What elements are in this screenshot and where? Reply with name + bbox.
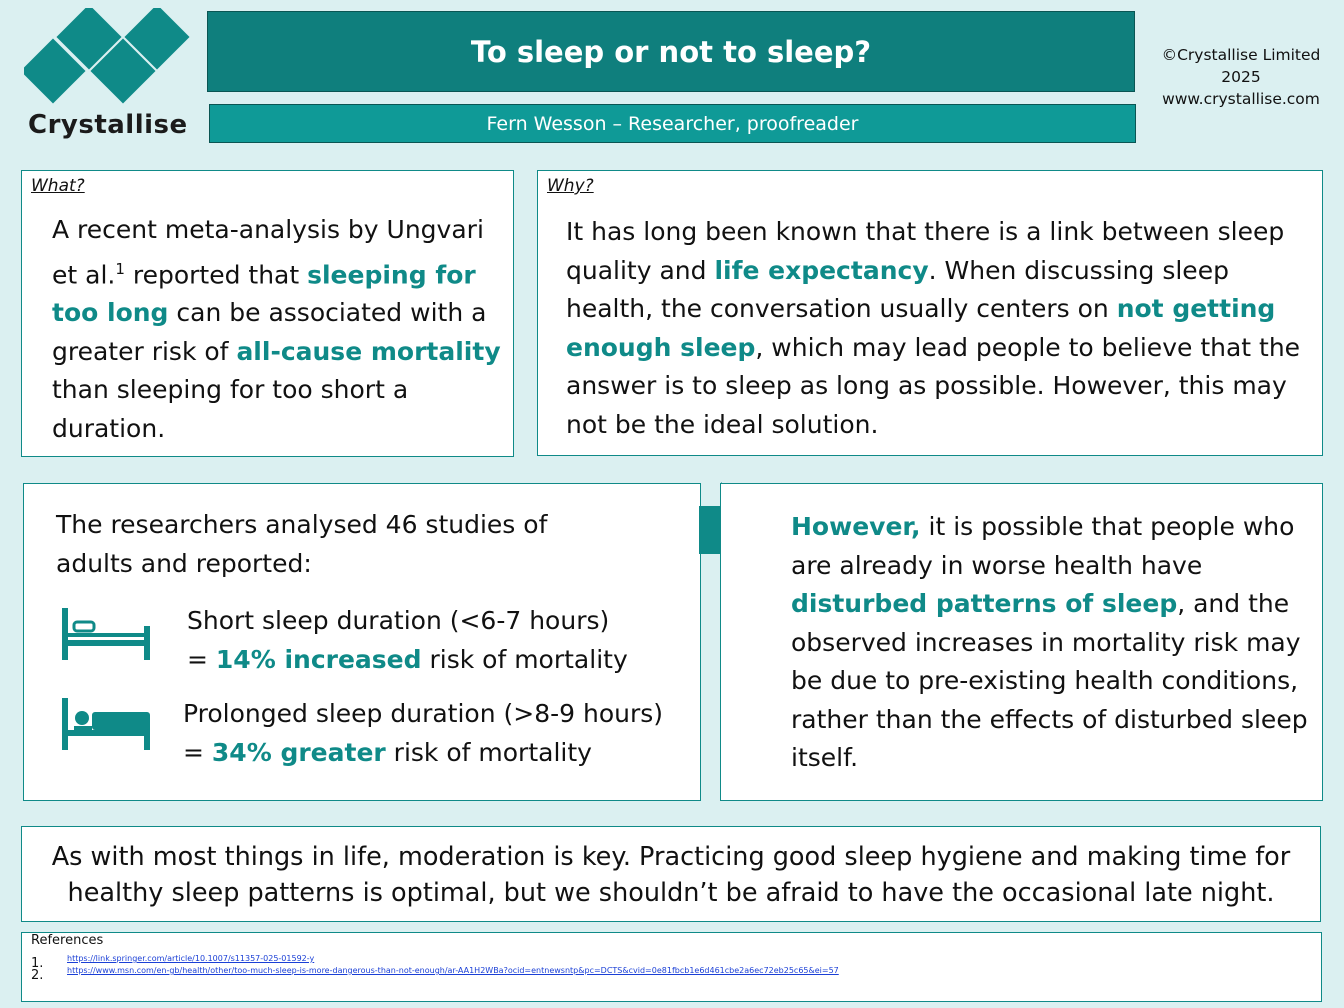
reference-number-1: 1. bbox=[31, 956, 44, 971]
why-body bbox=[566, 213, 1316, 444]
what-highlight-1: sleeping for too long bbox=[52, 259, 476, 328]
title-banner bbox=[207, 11, 1135, 92]
reference-marker: 1 bbox=[115, 259, 125, 278]
author-banner bbox=[209, 104, 1136, 143]
what-panel bbox=[21, 170, 514, 457]
page-title: To sleep or not to sleep? bbox=[470, 34, 872, 69]
long-sleep-label: Prolonged sleep duration (>8-9 hours) bbox=[183, 699, 664, 728]
studies-intro: The researchers analysed 46 studies of adults and reported: bbox=[56, 510, 548, 578]
studies-panel bbox=[23, 483, 701, 801]
why-text-3: , which may lead people to believe that the answer is to sleep as long as possible. However, this may not be the ideal solution. bbox=[566, 332, 1301, 439]
short-sleep-stat bbox=[187, 602, 687, 679]
long-prefix: = bbox=[183, 737, 212, 767]
what-label: What? bbox=[31, 176, 85, 196]
why-panel bbox=[537, 170, 1323, 456]
bed-empty-icon bbox=[60, 606, 152, 664]
reference-link-2[interactable]: https://www.msn.com/en-gb/health/other/too-much-sleep-is-more-dangerous-than-not-enough/ar-AA1H2WBa?ocid=entnewsntp&pc=DCTS&cvid=0e81fbcb1e6d461cbe2a6ec72eb25c65&ei=57 bbox=[67, 966, 839, 975]
website-link[interactable]: www.crystallise.com bbox=[1162, 90, 1320, 108]
short-prefix: = bbox=[187, 644, 216, 674]
however-panel bbox=[720, 483, 1323, 801]
references-panel bbox=[21, 932, 1322, 1002]
long-sleep-stat bbox=[183, 695, 693, 772]
reference-link-1[interactable]: https://link.springer.com/article/10.1007/s11357-025-01592-y bbox=[67, 954, 315, 963]
logo-wordmark: Crystallise bbox=[28, 110, 188, 140]
bed-person-icon bbox=[60, 696, 152, 752]
what-text-2: reported that bbox=[124, 259, 308, 289]
conclusion-text: As with most things in life, moderation is key. Practicing good sleep hygiene and making time for healthy sleep patterns is optimal, but we shouldn’t be afraid to have the occasional late night. bbox=[51, 842, 1291, 908]
however-highlight-2: disturbed patterns of sleep bbox=[791, 589, 1178, 618]
author-line: Fern Wesson – Researcher, proofreader bbox=[486, 112, 859, 135]
what-highlight-2: all-cause mortality bbox=[236, 336, 501, 366]
reference-number-2: 2. bbox=[31, 968, 44, 983]
why-text-2: . When discussing sleep health, the conversation usually centers on bbox=[566, 255, 1229, 323]
what-text-4: than sleeping for too short a duration. bbox=[52, 375, 409, 443]
long-sleep-percent: 34% greater bbox=[211, 737, 386, 767]
what-text-3: can be associated with a greater risk of bbox=[52, 298, 487, 366]
short-sleep-percent: 14% increased bbox=[215, 644, 422, 674]
why-highlight-2: not getting enough sleep bbox=[566, 294, 1276, 362]
why-text-1: It has long been known that there is a link between sleep quality and bbox=[566, 217, 1285, 285]
short-suffix: risk of mortality bbox=[421, 644, 628, 674]
however-body bbox=[791, 508, 1321, 778]
why-label: Why? bbox=[547, 176, 594, 196]
however-highlight-1: However, bbox=[791, 512, 921, 541]
however-text-1: it is possible that people who are already in worse health have bbox=[791, 512, 1295, 580]
copyright-block bbox=[1150, 44, 1332, 110]
what-text-1: A recent meta-analysis by Ungvari et al. bbox=[52, 215, 484, 289]
long-suffix: risk of mortality bbox=[385, 737, 592, 767]
what-body bbox=[52, 211, 512, 448]
references-title: References bbox=[31, 933, 104, 948]
short-sleep-label: Short sleep duration (<6-7 hours) bbox=[187, 606, 610, 635]
copyright-text: ©Crystallise Limited bbox=[1161, 46, 1321, 64]
copyright-year: 2025 bbox=[1221, 68, 1261, 86]
why-highlight-1: life expectancy bbox=[714, 255, 929, 285]
conclusion-panel bbox=[21, 826, 1321, 922]
however-text-2: , and the observed increases in mortality risk may be due to pre-existing health conditions, rather than the effects of disturbed sleep itself. bbox=[791, 589, 1308, 772]
